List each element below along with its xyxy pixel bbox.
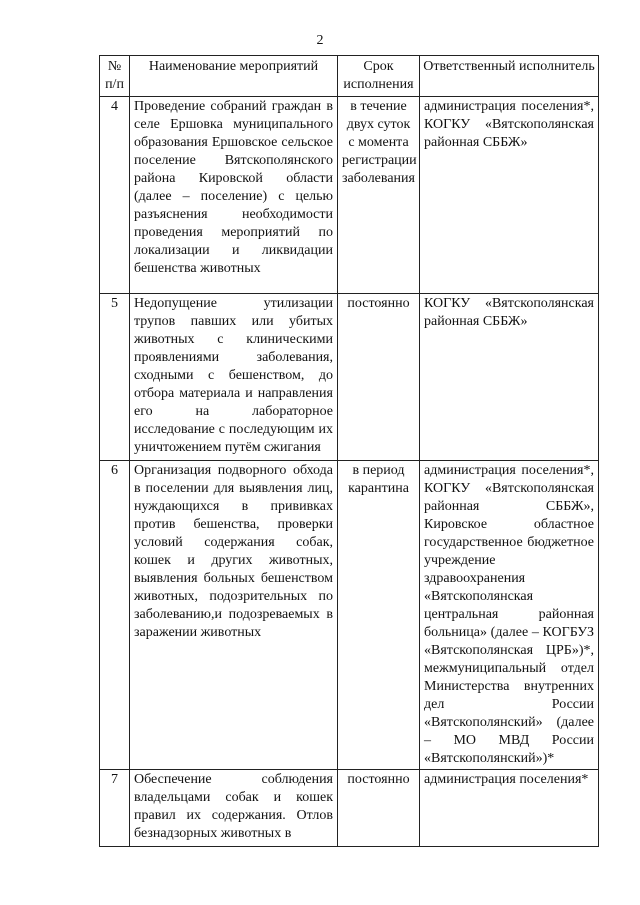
measure-name: Проведение собраний граждан в селе Ершовка муниципального образования Ершовское сельское поселение Вятскополянского района Кировской области (далее – поселение) с целью разъяснения необходимости проведения мероприятий по локализации и ликвидации бешенства животных <box>130 97 338 294</box>
measure-responsible: КОГКУ «Вятскополянская районная СББЖ» <box>420 294 599 461</box>
measure-name: Организация подворного обхода в поселении для выявления лиц, нуждающихся в прививках против бешенства, проверки условий содержания собак, кошек и других животных, выявления больных бешенством животных, подозрительных по заболеванию,и подозреваемых в заражении животных <box>130 461 338 770</box>
measure-name: Недопущение утилизации трупов павших или убитых животных с клиническими проявлениями заболевания, сходными с бешенством, до отбора материала и направления его на лабораторное исследование с последующим их уничтожением путём сжигания <box>130 294 338 461</box>
measure-term: постоянно <box>338 770 420 847</box>
page-number: 2 <box>316 33 324 48</box>
measures-table <box>99 55 599 847</box>
table-row <box>100 461 599 770</box>
header-term: Срок исполнения <box>338 56 420 97</box>
header-responsible: Ответственный исполнитель <box>420 56 599 97</box>
header-name: Наименование мероприятий <box>130 56 338 97</box>
table-row <box>100 770 599 847</box>
measure-responsible: администрация поселения*, КОГКУ «Вятскополянская районная СББЖ» <box>420 97 599 294</box>
measure-responsible: администрация поселения* <box>420 770 599 847</box>
measure-term: в течение двух суток с момента регистрации заболевания <box>338 97 420 294</box>
row-number: 7 <box>100 770 130 847</box>
measure-name: Обеспечение соблюдения владельцами собак и кошек правил их содержания. Отлов безнадзорных животных в <box>130 770 338 847</box>
measure-term: в период карантина <box>338 461 420 770</box>
table-row <box>100 97 599 294</box>
table-row <box>100 294 599 461</box>
table-header-row <box>100 56 599 97</box>
row-number: 6 <box>100 461 130 770</box>
header-num: № п/п <box>100 56 130 97</box>
measure-responsible: администрация поселения*, КОГКУ «Вятскополянская районная СББЖ», Кировское областное государственное бюджетное учреждение здравоохранения «Вятскополянская центральная районная больница» (далее – КОГБУЗ «Вятскополянская ЦРБ»)*, межмуниципальный отдел Министерства внутренних дел России «Вятскополянский» (далее – МО МВД России «Вятскополянский»)* <box>420 461 599 770</box>
row-number: 4 <box>100 97 130 294</box>
row-number: 5 <box>100 294 130 461</box>
measure-term: постоянно <box>338 294 420 461</box>
